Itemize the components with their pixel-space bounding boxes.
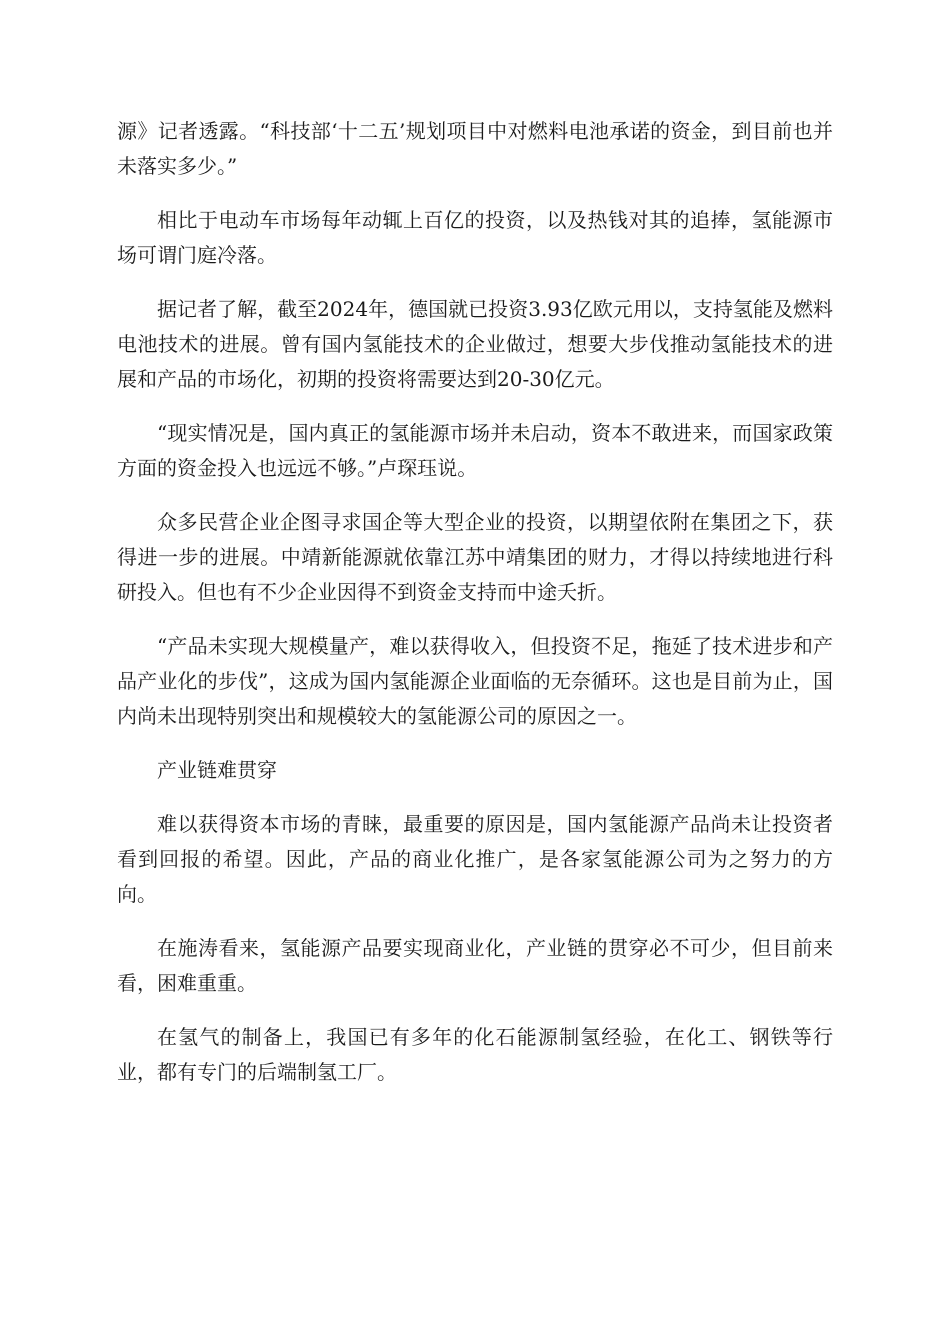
paragraph-continuation: 源》记者透露。“科技部‘十二五’规划项目中对燃料电池承诺的资金，到目前也并未落实多少。” xyxy=(117,119,833,178)
paragraph: 据记者了解，截至2024年，德国就已投资3.93亿欧元用以，支持氢能及燃料电池技术的进展。曾有国内氢能技术的企业做过，想要大步伐推动氢能技术的进展和产品的市场化，初期的投资将需要达到20-30亿元。 xyxy=(117,297,833,391)
paragraph: 在施涛看来，氢能源产品要实现商业化，产业链的贯穿必不可少，但目前来看，困难重重。 xyxy=(117,936,833,995)
paragraph: 相比于电动车市场每年动辄上百亿的投资，以及热钱对其的追捧，氢能源市场可谓门庭冷落。 xyxy=(117,208,833,267)
paragraph: 难以获得资本市场的青睐，最重要的原因是，国内氢能源产品尚未让投资者看到回报的希望。因此，产品的商业化推广，是各家氢能源公司为之努力的方向。 xyxy=(117,812,833,906)
section-heading: 产业链难贯穿 xyxy=(157,758,277,782)
paragraph: “现实情况是，国内真正的氢能源市场并未启动，资本不敢进来，而国家政策方面的资金投入也远远不够。”卢琛珏说。 xyxy=(117,421,833,480)
paragraph: 众多民营企业企图寻求国企等大型企业的投资，以期望依附在集团之下，获得进一步的进展。中靖新能源就依靠江苏中靖集团的财力，才得以持续地进行科研投入。但也有不少企业因得不到资金支持而中途夭折。 xyxy=(117,510,833,604)
paragraph: 在氢气的制备上，我国已有多年的化石能源制氢经验，在化工、钢铁等行业，都有专门的后端制氢工厂。 xyxy=(117,1025,833,1084)
paragraph: “产品未实现大规模量产，难以获得收入，但投资不足，拖延了技术进步和产品产业化的步伐”，这成为国内氢能源企业面临的无奈循环。这也是目前为止，国内尚未出现特别突出和规模较大的氢能源公司的原因之一。 xyxy=(117,634,833,728)
article-body xyxy=(117,114,833,1109)
